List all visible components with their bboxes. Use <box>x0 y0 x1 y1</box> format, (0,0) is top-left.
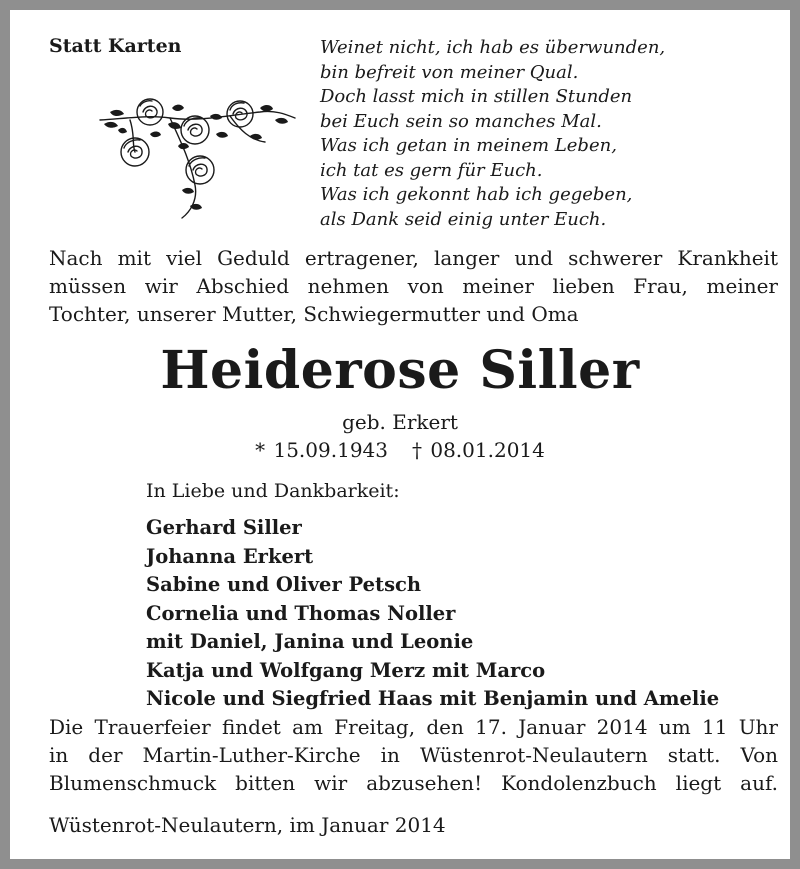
gratitude-line: In Liebe und Dankbarkeit: <box>146 480 400 502</box>
intro-line: müssen wir Abschied nehmen von meiner lieben Frau, meiner <box>49 274 778 298</box>
mourner-entry: Nicole und Siegfried Haas mit Benjamin und Amelie <box>146 687 720 710</box>
birth-name: geb. Erkert <box>342 410 458 434</box>
intro-line: Nach mit viel Geduld ertragener, langer und schwerer Krankheit <box>49 246 778 270</box>
poem-line: bin befreit von meiner Qual. <box>320 61 579 83</box>
poem <box>320 36 665 232</box>
mourners-list <box>146 514 719 714</box>
poem-line: ich tat es gern für Euch. <box>320 159 543 181</box>
poem-line: Was ich gekonnt hab ich gegeben, <box>320 184 633 205</box>
life-dates <box>10 438 790 462</box>
birth-date: * 15.09.1943 <box>255 438 388 462</box>
poem-line: Was ich getan in meinem Leben, <box>320 135 617 156</box>
funeral-line: Blumenschmuck bitten wir abzusehen! Kondolenzbuch liegt auf. <box>49 771 778 795</box>
statt-karten-label: Statt Karten <box>49 35 182 57</box>
poem-line: Doch lasst mich in stillen Stunden <box>320 86 633 107</box>
rose-branch-icon <box>90 90 300 220</box>
mourner-entry: Johanna Erkert <box>146 544 314 568</box>
funeral-info <box>49 713 778 797</box>
mourner-entry: mit Daniel, Janina und Leonie <box>146 630 474 653</box>
poem-line: Weinet nicht, ich hab es überwunden, <box>320 37 666 58</box>
mourner-entry: Cornelia und Thomas Noller <box>146 601 456 625</box>
funeral-line: in der Martin-Luther-Kirche in Wüstenrot-Neulautern statt. Von <box>49 743 778 767</box>
intro-line: Tochter, unserer Mutter, Schwiegermutter und Oma <box>49 302 579 326</box>
intro-paragraph <box>49 244 778 328</box>
place-and-date: Wüstenrot-Neulautern, im Januar 2014 <box>49 813 446 837</box>
poem-line: als Dank seid einig unter Euch. <box>320 208 607 230</box>
deceased-name: Heiderose Siller <box>160 340 640 401</box>
mourner-entry: Gerhard Siller <box>146 516 302 539</box>
mourner-entry: Katja und Wolfgang Merz mit Marco <box>146 658 546 682</box>
death-date: † 08.01.2014 <box>412 438 545 462</box>
funeral-line: Die Trauerfeier findet am Freitag, den 17. Januar 2014 um 11 Uhr <box>49 715 778 739</box>
poem-line: bei Euch sein so manches Mal. <box>320 110 602 132</box>
mourner-entry: Sabine und Oliver Petsch <box>146 573 422 596</box>
